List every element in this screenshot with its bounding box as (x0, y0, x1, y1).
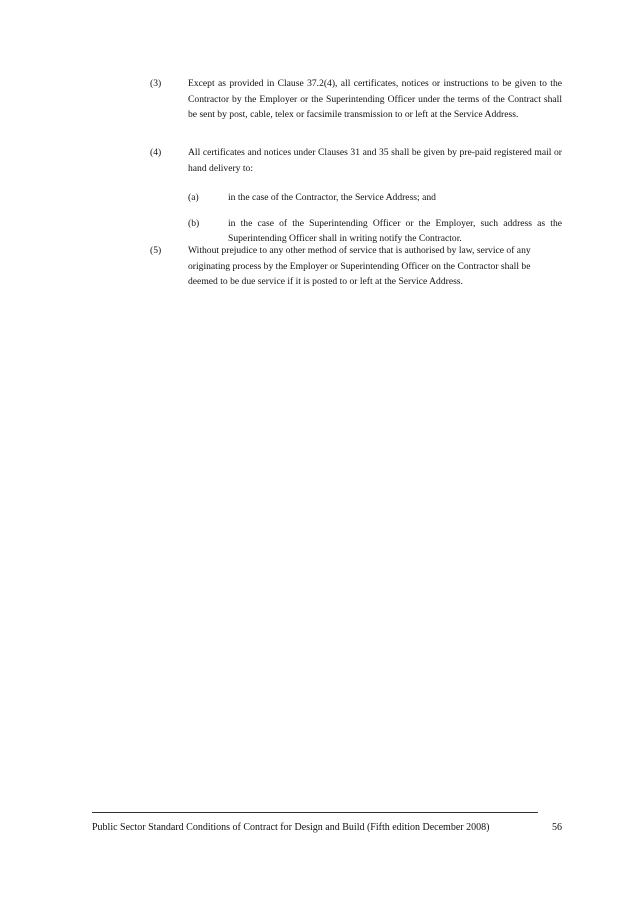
subclause-a (188, 190, 562, 206)
clause-number: (4) (150, 147, 162, 158)
page-footer (92, 821, 562, 835)
page-number: 56 (552, 822, 562, 833)
clause-text: All certificates and notices under Clauses 31 and 35 shall be given by pre-paid registered mail or hand delivery to: (188, 147, 562, 174)
clause-4 (150, 145, 562, 247)
subclause-number: (b) (188, 217, 200, 229)
subclause-number: (a) (188, 192, 199, 204)
clause-3 (150, 76, 562, 123)
clause-5 (150, 243, 562, 290)
footer-title: Public Sector Standard Conditions of Contract for Design and Build (Fifth edition December 2008) (92, 822, 490, 833)
clause-text: Without prejudice to any other method of service that is authorised by law, service of any originating process by the Employer or Superintending Officer on the Contractor shall be deemed to be due service if it is posted to or left at the Service Address. (188, 245, 531, 288)
clause-number: (5) (150, 245, 162, 256)
footer-divider (92, 812, 538, 813)
subclause-text: in the case of the Contractor, the Service Address; and (228, 192, 436, 204)
clause-text: Except as provided in Clause 37.2(4), all certificates, notices or instructions to be given to the Contractor by the Employer or the Superintending Officer under the terms of the Contract shall be sent by post, cable, telex or facsimile transmission to or left at the Service Address. (188, 78, 562, 121)
subclause-text: in the case of the Superintending Officer or the Employer, such address as the Superintending Officer shall in writing notify the Contractor. (228, 217, 562, 245)
clause-number: (3) (150, 78, 162, 89)
